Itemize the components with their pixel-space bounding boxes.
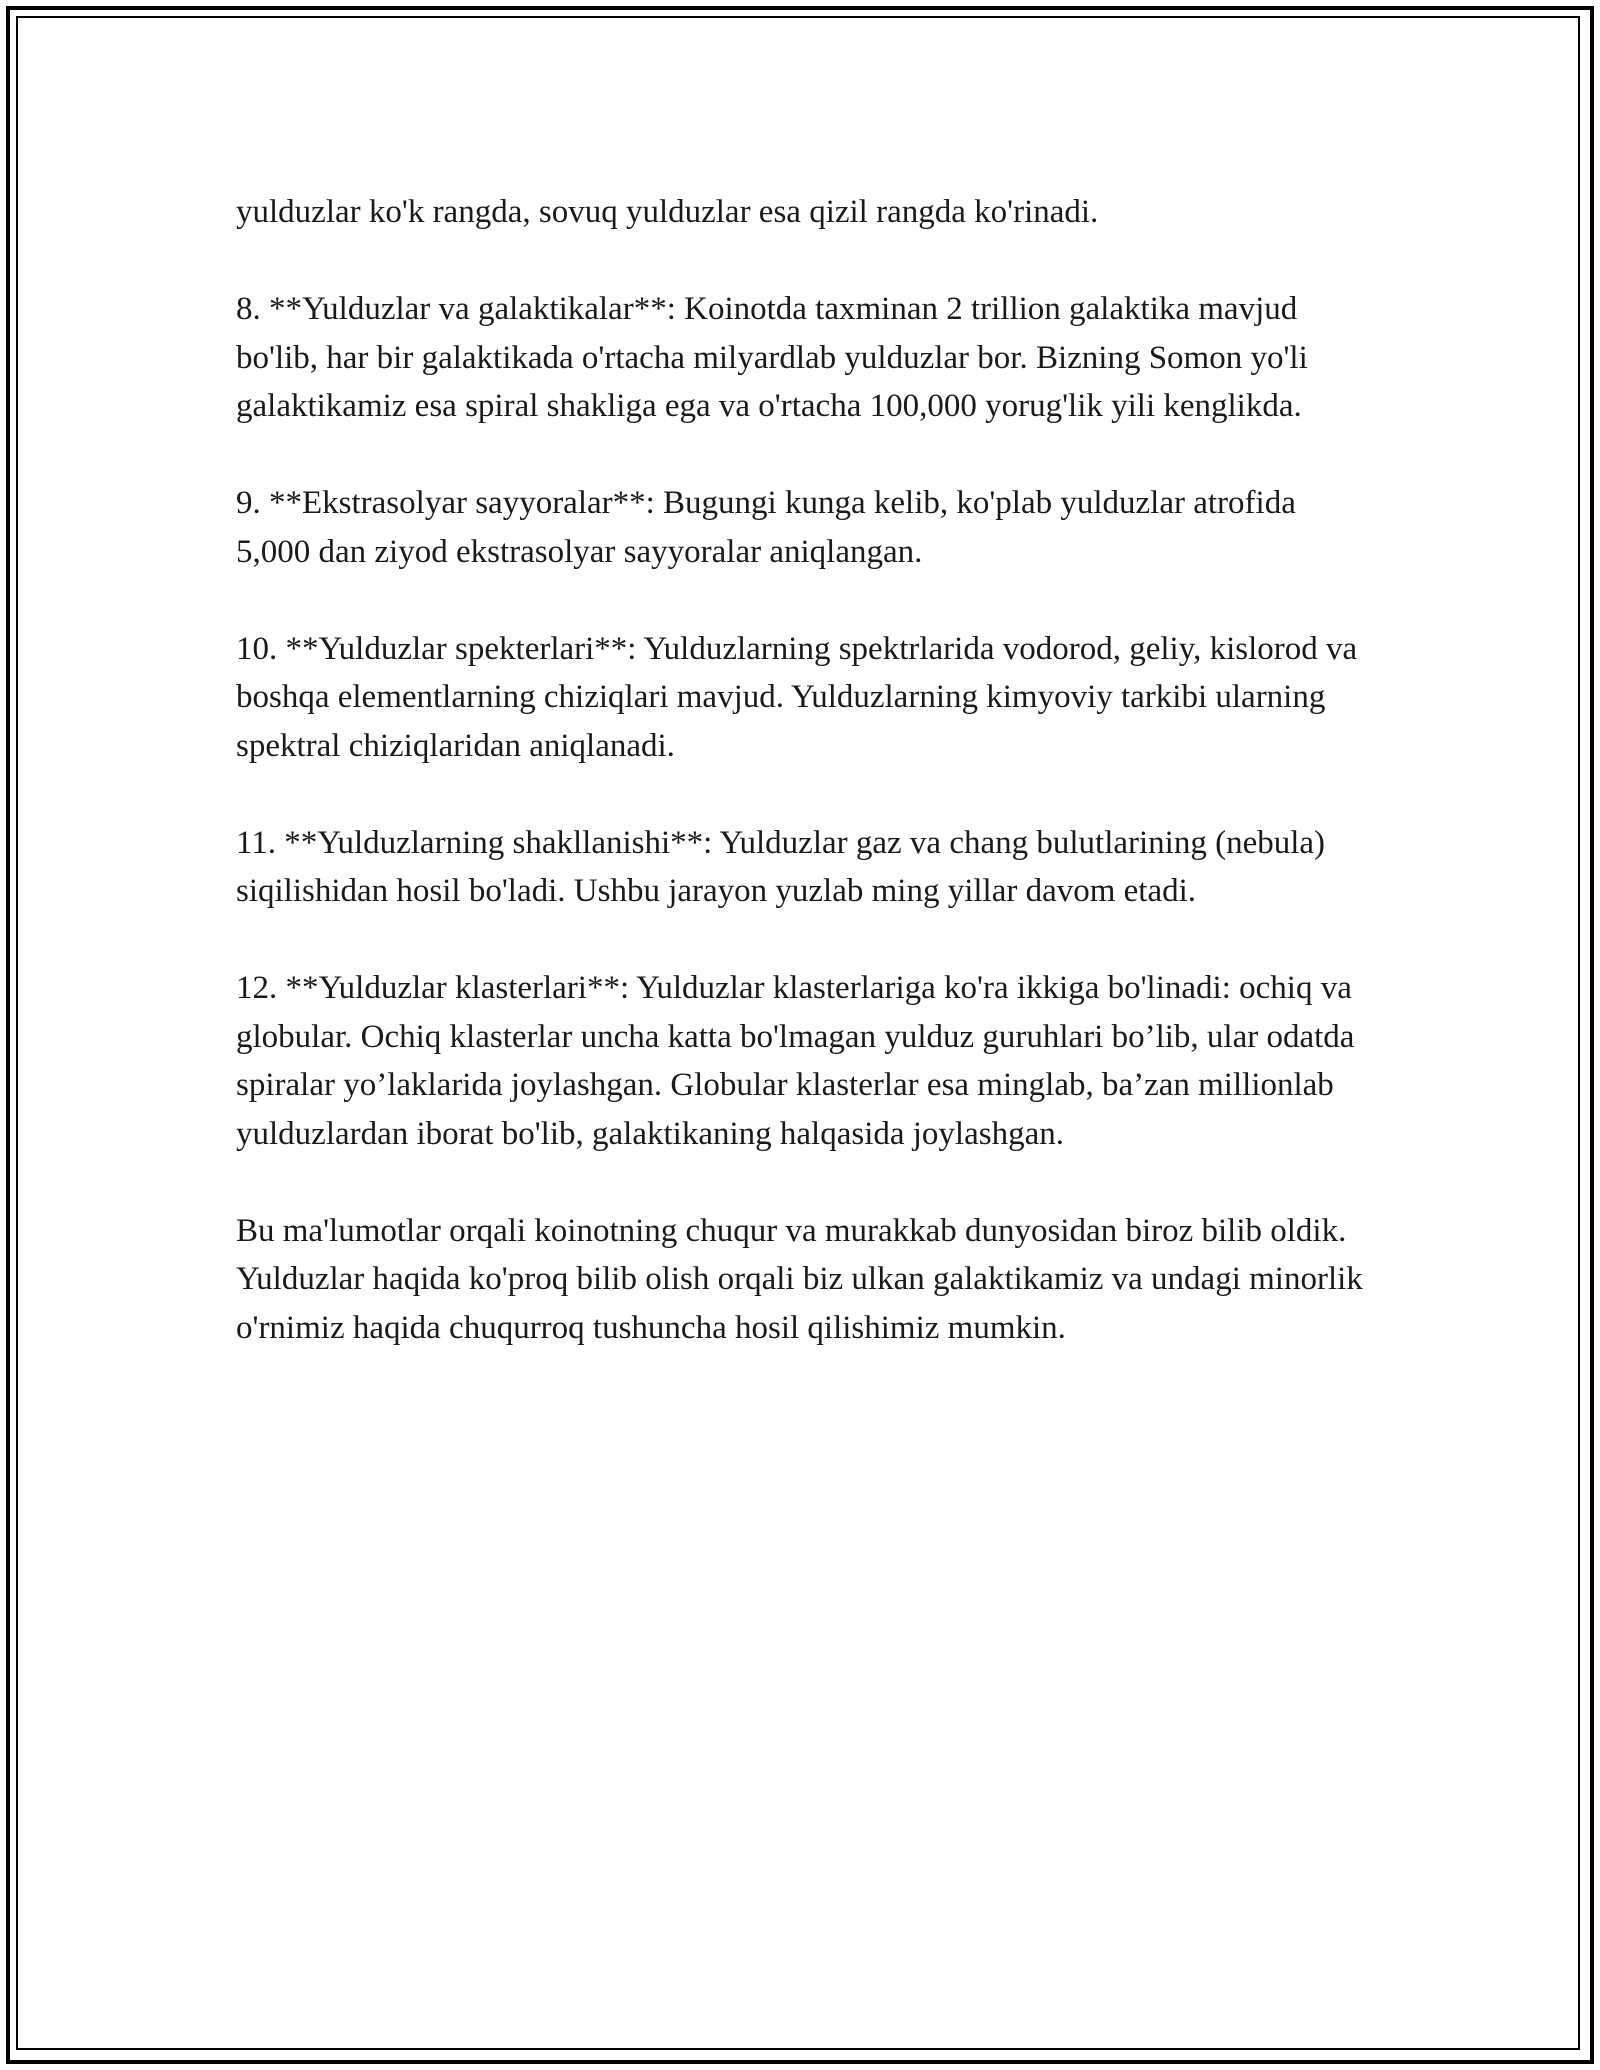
paragraph-conclusion: Bu ma'lumotlar orqali koinotning chuqur va murakkab dunyosidan biroz bilib oldik. Yulduzlar haqida ko'proq bilib olish orqali biz ulkan galaktikamiz va undagi minorlik o'rnimiz haqida chuqurroq tushuncha hosil qilishimiz mumkin. [236, 1212, 1363, 1346]
paragraph-continuation: yulduzlar ko'k rangda, sovuq yulduzlar esa qizil rangda ko'rinadi. [236, 194, 1099, 230]
paragraph-item-10: 10. **Yulduzlar spekterlari**: Yulduzlarning spektrlarida vodorod, geliy, kislorod va boshqa elementlarning chiziqlari mavjud. Yulduzlarning kimyoviy tarkibi ularning spektral chiziqlaridan aniqlanadi. [236, 630, 1358, 764]
paragraph-item-9: 9. **Ekstrasolyar sayyoralar**: Bugungi kunga kelib, ko'plab yulduzlar atrofida 5,000 dan ziyod ekstrasolyar sayyoralar aniqlangan. [236, 485, 1296, 570]
paragraph-item-8: 8. **Yulduzlar va galaktikalar**: Koinotda taxminan 2 trillion galaktika mavjud bo'lib, har bir galaktikada o'rtacha milyardlab yulduzlar bor. Bizning Somon yo'li galaktikamiz esa spiral shakliga ega va o'rtacha 100,000 yorug'lik yili kenglikda. [236, 291, 1308, 424]
document-body [236, 188, 1376, 1401]
paragraph-item-12: 12. **Yulduzlar klasterlari**: Yulduzlar klasterlariga ko'ra ikkiga bo'linadi: ochiq va globular. Ochiq klasterlar uncha katta bo'lmagan yulduz guruhlari bo’lib, ular odatda spiralar yo’laklarida joylashgan. Globular klasterlar esa minglab, ba’zan millionlab yulduzlardan iborat bo'lib, galaktikaning halqasida joylashgan. [236, 970, 1355, 1152]
paragraph-item-11: 11. **Yulduzlarning shakllanishi**: Yulduzlar gaz va chang bulutlarining (nebula) siqilishidan hosil bo'ladi. Ushbu jarayon yuzlab ming yillar davom etadi. [236, 824, 1326, 909]
